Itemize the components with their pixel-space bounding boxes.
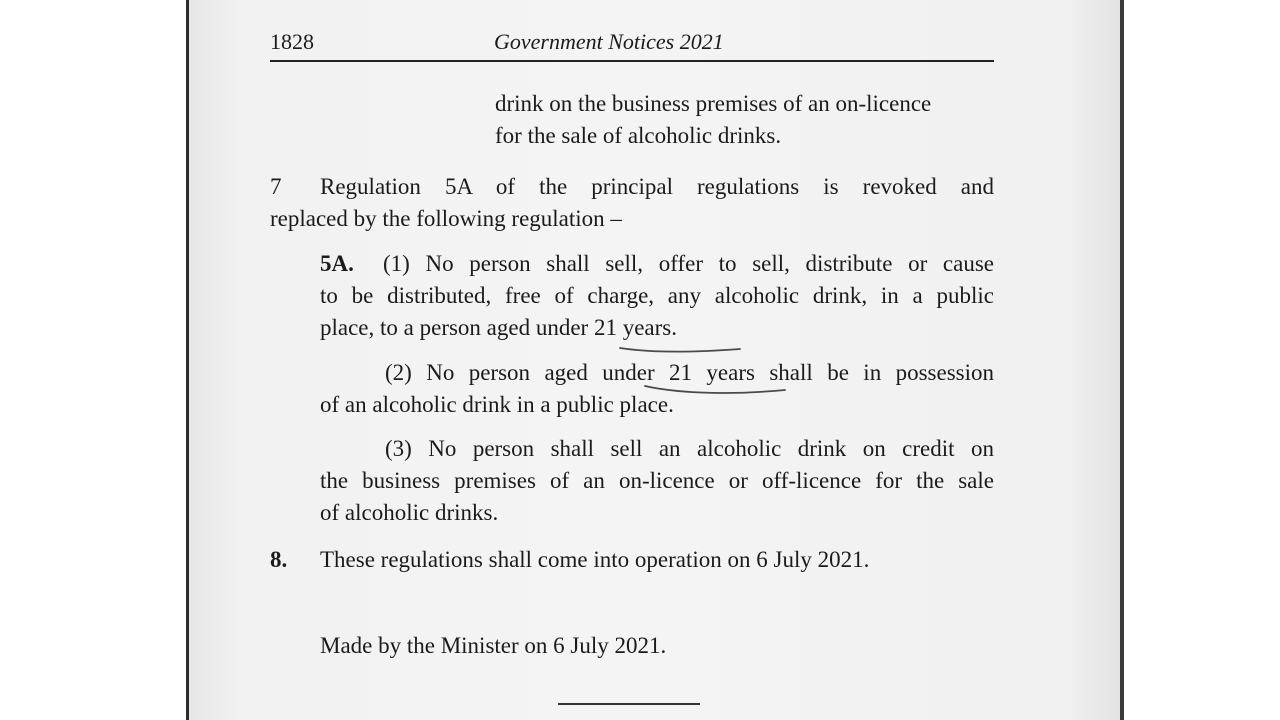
header-rule	[270, 60, 994, 62]
section-8-number: 8.	[270, 547, 288, 572]
made-by-minister-line: Made by the Minister on 6 July 2021.	[320, 633, 667, 658]
continuation-line-1: drink on the business premises of an on-licence	[495, 91, 932, 116]
section-7-number: 7	[270, 174, 282, 199]
reg-5a-1-line-1: (1) No person shall sell, offer to sell, distribute or cause	[383, 251, 994, 276]
continuation-line-2: for the sale of alcoholic drinks.	[495, 123, 782, 148]
pen-underline-1	[616, 336, 746, 356]
reg-5a-3-line-1: (3) No person shall sell an alcoholic drink on credit on	[385, 436, 994, 461]
page-right-edge	[1120, 0, 1124, 720]
section-7-line-2: replaced by the following regulation –	[270, 206, 622, 231]
reg-5a-1-line-2: to be distributed, free of charge, any alcoholic drink, in a public	[320, 283, 994, 308]
pen-underline-2	[641, 378, 791, 402]
closing-rule	[558, 703, 700, 705]
section-7-line-1: Regulation 5A of the principal regulations is revoked and	[320, 174, 994, 199]
page-number: 1828	[270, 29, 314, 54]
page-left-edge	[186, 0, 189, 720]
reg-5a-2-line-1: (2) No person aged under 21 years shall be in possession	[385, 360, 994, 385]
reg-5a-3-line-2: the business premises of an on-licence or off-licence for the sale	[320, 468, 994, 493]
reg-5a-1-line-3: place, to a person aged under 21 years.	[320, 315, 677, 340]
reg-5a-2-line-2: of an alcoholic drink in a public place.	[320, 392, 674, 417]
reg-5a-3-line-3: of alcoholic drinks.	[320, 500, 499, 525]
running-header-title: Government Notices 2021	[494, 29, 724, 54]
regulation-5a-label: 5A.	[320, 251, 354, 276]
document-page	[186, 0, 1124, 720]
section-8-text: These regulations shall come into operation on 6 July 2021.	[320, 547, 870, 572]
